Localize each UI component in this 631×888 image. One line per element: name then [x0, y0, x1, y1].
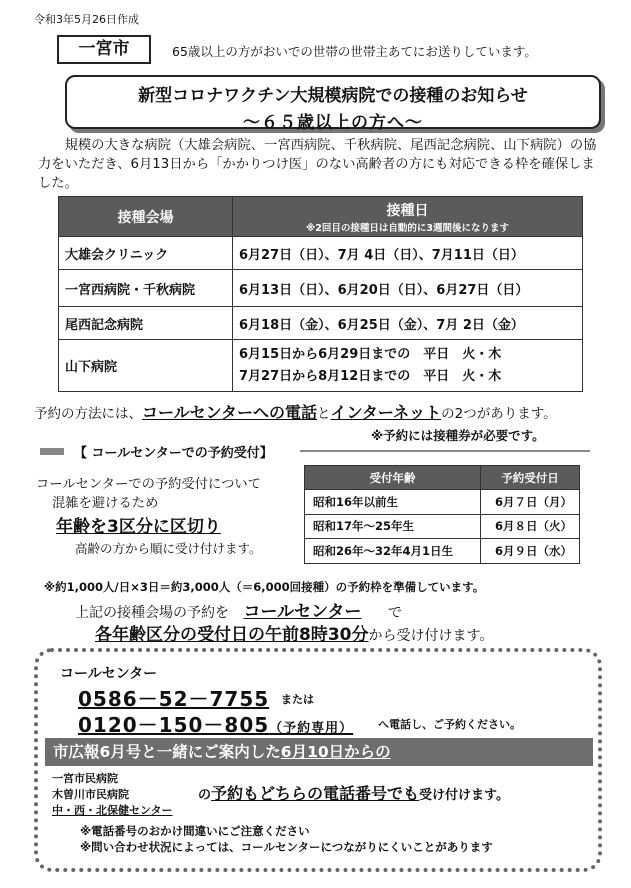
cc-text-line3: 年齢を3区分に区切り — [56, 517, 221, 537]
venue-cell: 大雄会クリニック — [59, 237, 233, 270]
creation-date: 令和3年5月26日作成 — [34, 13, 139, 26]
reserve-time: 各年齢区分の受付日の午前8時30分 — [95, 625, 369, 645]
header-date-label: 接種日 — [386, 202, 429, 219]
phone-number-2-tag: （予約専用） — [269, 721, 354, 736]
header-reserve-date: 予約受付日 — [481, 466, 580, 490]
heading-marker — [40, 448, 64, 455]
reserve-line2-suffix: から受け付けます。 — [368, 628, 494, 644]
header-date-sub: ※2回目の接種日は自動的に3週間後になります — [306, 222, 509, 234]
date-cell: 6月18日（金）、6月25日（金）、7月 2日（金） — [233, 307, 583, 340]
banner-prefix: 市広報6月号と一緒にご案内した — [53, 743, 281, 761]
reserve-date-cell: 6月８日（火） — [481, 514, 580, 539]
date-line: 6月15日から6月29日までの 平日 火・木 — [239, 346, 502, 362]
cc-heading: 【 コールセンターでの予約受付】 — [74, 446, 273, 461]
date-line: 7月27日から8月12日までの 平日 火・木 — [239, 368, 502, 384]
phone-number-2 — [78, 709, 353, 738]
table-row — [305, 490, 580, 515]
banner-date: 6月10日からの — [280, 743, 391, 761]
header-venue: 接種会場 — [59, 197, 233, 237]
hospital-sentence — [198, 781, 509, 804]
venue-cell: 尾西記念病院 — [59, 307, 233, 340]
intro-note: 65歳以上の方がおいでの世帯の世帯主あてにお送りしています。 — [172, 44, 537, 59]
table-row — [59, 270, 583, 307]
table-row — [305, 514, 580, 539]
city-name-box: 一宮市 — [57, 35, 151, 64]
ticket-note: ※予約には接種券が必要です。 — [371, 428, 545, 443]
reserve-callcenter: コールセンター — [243, 602, 362, 622]
phone-number-2-value: 0120－150－805 — [78, 713, 270, 737]
hospital-1: 一宮市民病院 — [52, 772, 118, 785]
date-cell — [233, 340, 583, 392]
date-cell: 6月13日（日）、6月20日（日）、6月27日（日） — [233, 270, 583, 307]
reserve-prefix: 上記の接種会場の予約を — [75, 605, 229, 621]
cc-text-line2: 混雑を避けるため — [52, 496, 159, 511]
hospital-3: 中・西・北保健センター — [52, 804, 173, 817]
age-cell: 昭和17年～25年生 — [305, 514, 481, 539]
reserve-date-cell: 6月７日（月） — [481, 490, 580, 515]
table-row — [305, 539, 580, 564]
title-line1: 新型コロナワクチン大規模病院での接種のお知らせ — [138, 86, 528, 106]
table-row — [59, 340, 583, 392]
venue-table — [58, 196, 583, 392]
venue-cell: 一宮西病院・千秋病院 — [59, 270, 233, 307]
header-date — [233, 197, 583, 237]
reserve-line1 — [75, 597, 402, 622]
info-banner — [45, 738, 593, 766]
date-cell: 6月27日（日）、7月 4日（日）、7月11日（日） — [233, 237, 583, 270]
body-paragraph: 規模の大きな病院（大雄会病院、一宮西病院、千秋病院、尾西記念病院、山下病院）の協力をいただき、6月13日から「かかりつけ医」のない高齢者の方にも対応できる枠を確保しました。 — [38, 138, 597, 191]
caution-1: ※電話番号のおかけ間違いにご注意ください — [80, 824, 310, 838]
reserve-date-cell: 6月９日（水） — [481, 539, 580, 564]
age-cell: 昭和26年～32年4月1日生 — [305, 539, 481, 564]
method-suffix: の2つがあります。 — [441, 406, 557, 422]
age-table — [304, 465, 580, 564]
phone-number-1: 0586－52－7755 — [78, 687, 270, 711]
cc-text-line1: コールセンターでの予約受付について — [36, 477, 261, 492]
hosp-prefix: の — [198, 788, 212, 803]
venue-cell: 山下病院 — [59, 340, 233, 392]
method-prefix: 予約の方法には、 — [34, 406, 142, 422]
cc-text-line4: 高齢の方から順に受け付けます。 — [75, 541, 262, 556]
hosp-suffix: 受け付けます。 — [419, 788, 509, 803]
hospital-2: 木曽川市民病院 — [52, 788, 129, 801]
header-age: 受付年齢 — [305, 466, 481, 490]
method-phone: コールセンターへの電話 — [142, 403, 318, 422]
title-box — [65, 75, 601, 133]
method-internet: インターネット — [330, 403, 442, 422]
caution-2: ※問い合わせ状況によっては、コールセンターにつながりにくいことがあります — [80, 840, 493, 854]
hosp-big: 予約もどちらの電話番号でも — [211, 784, 420, 803]
callcenter-label: コールセンター — [60, 666, 158, 682]
call-note: へ電話し、ご予約ください。 — [378, 718, 521, 731]
method-line — [34, 400, 557, 423]
age-cell: 昭和16年以前生 — [305, 490, 481, 515]
reserve-suffix: で — [387, 605, 402, 621]
table-row — [59, 237, 583, 270]
capacity-note: ※約1,000人/日×3日＝約3,000人（＝6,000回接種）の予約枠を準備しています。 — [44, 580, 485, 594]
reserve-line2 — [95, 620, 493, 645]
title-line2: ～６５歳以上の方へ～ — [243, 113, 423, 133]
heading-rule — [300, 450, 590, 452]
phone-or-note: または — [281, 693, 314, 706]
method-and: と — [317, 406, 331, 422]
table-row — [59, 307, 583, 340]
